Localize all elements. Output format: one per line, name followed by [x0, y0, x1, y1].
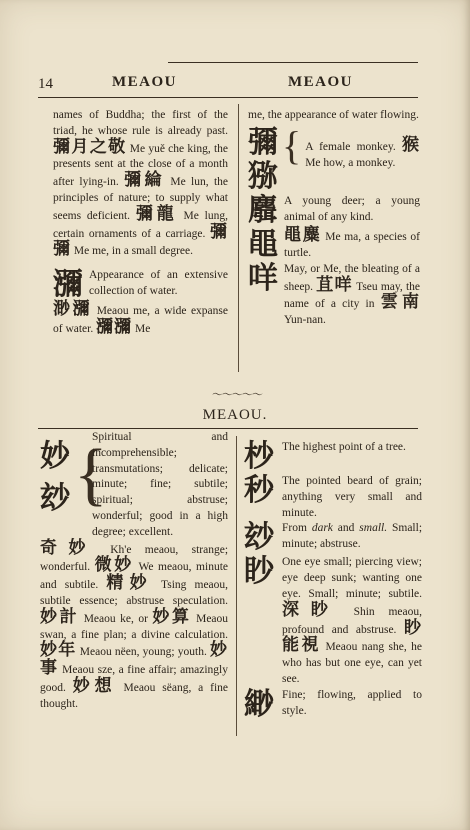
- headword-group: [248, 126, 278, 194]
- headword: 瀰: [53, 267, 83, 303]
- page-number: 14: [38, 76, 53, 92]
- text-run: May, or Me, the bleating of a sheep.: [284, 262, 420, 293]
- chinese-chars: 妙計: [40, 606, 80, 627]
- text-run: Me me, in a small degree.: [73, 245, 193, 258]
- headword: 妙: [40, 439, 70, 474]
- chinese-chars: 苴咩: [316, 274, 353, 295]
- headword-group: [40, 440, 70, 516]
- chinese-chars: 微妙: [94, 555, 134, 576]
- text-run: Meaou sze, a fine affair; amazingly good.: [40, 664, 228, 694]
- chinese-chars: 精妙: [106, 573, 153, 594]
- headword: 玅: [40, 481, 70, 516]
- chinese-chars: 深眇: [282, 599, 340, 620]
- headword: 彌: [248, 124, 278, 160]
- headword: 秒: [244, 473, 274, 508]
- chinese-chars: 妙年: [40, 640, 77, 661]
- running-head-left: MEAOU: [112, 74, 177, 90]
- headword: 猕: [248, 158, 278, 194]
- definition: Spiritual and incomprehensible; transmutations; delicate; minute; fine; subtile; spiritual; abstruse; wonderful; good in a high degree; excellent.: [92, 431, 228, 538]
- text-run: Me ma, a species of turtle.: [284, 230, 420, 259]
- text-run: and: [337, 522, 355, 535]
- text-run: Meaou swan, a fine plan; a divine calculation.: [40, 612, 229, 641]
- headword: 杪: [244, 439, 274, 474]
- text-run: dark: [311, 522, 333, 535]
- chinese-chars: 眇能視: [282, 617, 422, 656]
- text-run: Meaou sëang, a fine thought.: [40, 681, 229, 710]
- dict-entry: [244, 555, 422, 687]
- definition: Appearance of an extensive collection of water.: [89, 269, 228, 297]
- definition: A young deer; a young animal of any kind.: [284, 194, 420, 223]
- dict-entry: [53, 268, 228, 302]
- entry-text: [53, 108, 228, 260]
- text-run: One eye small; piercing view; eye deep sunk; wanting one eye. Small; minute; subtile.: [282, 556, 422, 600]
- definition: Fine; flowing, applied to style.: [282, 688, 422, 717]
- definition: The highest point of a tree.: [282, 441, 406, 453]
- header-rule: [38, 97, 418, 98]
- definition: [284, 262, 420, 329]
- text-run: Small; minute; abstruse.: [282, 522, 423, 551]
- definition: [282, 521, 422, 553]
- definition: The pointed beard of grain; anything very small and minute.: [282, 475, 422, 519]
- text-run: Meaou ke, or: [83, 612, 148, 625]
- page-header: [0, 74, 470, 94]
- upper-left-column: [53, 108, 228, 338]
- definition: me, the appearance of water flowing.: [248, 109, 419, 121]
- column-divider: [238, 104, 239, 372]
- brace: {: [74, 436, 108, 513]
- dict-entry: [248, 194, 420, 228]
- dict-entry: [244, 521, 422, 555]
- definition: [282, 555, 422, 687]
- text-run: Tseu may, the name of a city in: [284, 280, 421, 311]
- headword: 緲: [244, 686, 274, 722]
- text-run: Me lun, the principles of nature; to supply what seems deficient.: [53, 176, 229, 222]
- chinese-chars: 黽麋: [284, 224, 322, 245]
- lower-right-column: [244, 440, 422, 722]
- text-run: small.: [359, 522, 388, 535]
- text-run: Kh'e meaou, strange; wonderful.: [40, 543, 229, 574]
- text-run: Me how, a monkey.: [305, 156, 396, 169]
- dict-entry: [244, 440, 422, 474]
- headword: 黽: [248, 226, 278, 262]
- text-run: We meaou, minute and subtile.: [40, 561, 228, 592]
- headword: 麛: [248, 192, 278, 228]
- section-rule: [38, 428, 418, 429]
- text-run: Me yuě che king, the presents sent at the close of a month after lying-in.: [53, 142, 229, 189]
- headword: 玅: [244, 520, 274, 556]
- chinese-chars: 彌綸: [124, 170, 166, 191]
- text-run: Shin meaou, profound and abstruse.: [282, 605, 422, 636]
- entry-text: [40, 537, 229, 713]
- dict-entry: [244, 474, 422, 521]
- brace: {: [282, 122, 302, 168]
- chinese-chars: 妙事: [40, 640, 228, 679]
- upper-right-column: [248, 108, 420, 329]
- text-run: From: [282, 522, 307, 535]
- dict-entry: [248, 224, 420, 262]
- chinese-chars: 奇妙: [40, 537, 97, 558]
- chinese-chars: 彌月之敬: [53, 136, 127, 157]
- lower-left-column: [40, 431, 229, 713]
- chinese-chars: 彌彌: [53, 221, 228, 260]
- headword: 咩: [248, 260, 278, 296]
- column-divider: [236, 436, 237, 736]
- text-run: Meaou nang she, he who has but one eye, can yet see.: [282, 641, 422, 685]
- text-run: Meaou nëen, young; youth.: [79, 646, 207, 659]
- dict-entry: [244, 688, 422, 722]
- entry-text: [53, 299, 228, 338]
- section-title: MEAOU.: [202, 407, 268, 423]
- text-run: Me lung, certain ornaments of a carriage.: [53, 209, 228, 240]
- dict-entry: [248, 262, 420, 329]
- text-run: Meaou me, a wide expanse of water.: [53, 305, 228, 335]
- headword: 眇: [244, 554, 274, 590]
- running-head-right: MEAOU: [288, 74, 353, 90]
- top-rule-short: [168, 62, 418, 63]
- dict-entry: [248, 122, 420, 194]
- chinese-chars: 瀰瀰: [96, 316, 133, 337]
- ornament-divider: 〜〜〜〜〜: [212, 389, 262, 401]
- chinese-chars: 猴: [402, 134, 420, 155]
- chinese-chars: 妙算: [152, 606, 192, 627]
- chinese-chars: 妙想: [72, 675, 117, 696]
- chinese-chars: 雲南: [380, 292, 421, 313]
- chinese-chars: 渺瀰: [53, 299, 93, 320]
- text-run: A female monkey.: [305, 140, 396, 153]
- definition: [284, 224, 420, 262]
- text-run: Tsing meaou, subtile essence; abstruse speculation.: [40, 579, 229, 607]
- definition: [305, 126, 420, 172]
- text-run: Yun-nan.: [284, 314, 326, 327]
- text-run: names of Buddha; the first of the triad, he whose rule is already past.: [53, 109, 228, 137]
- text-run: Me: [134, 322, 151, 335]
- chinese-chars: 彌龍: [135, 203, 178, 224]
